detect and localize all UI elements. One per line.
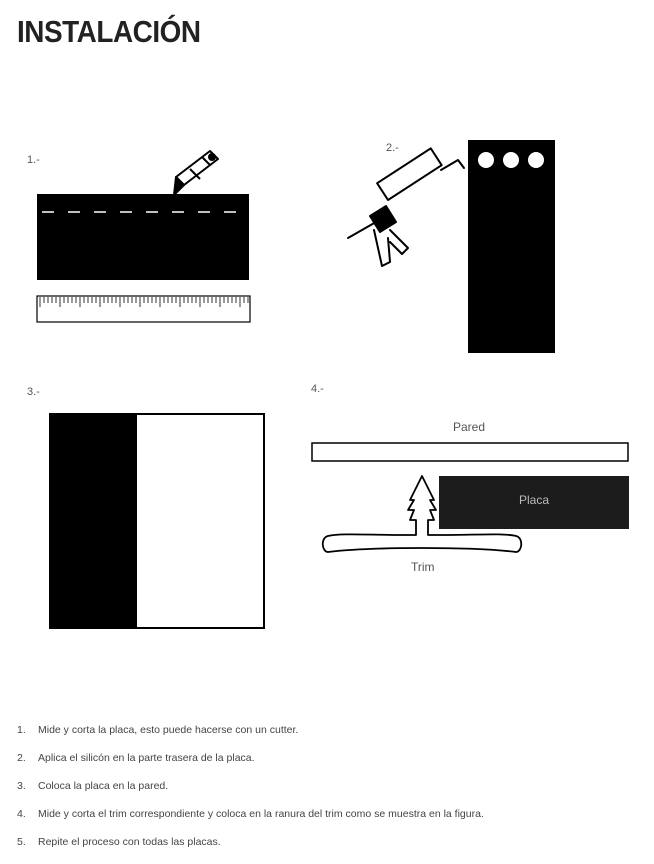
panel-with-silicone bbox=[468, 140, 555, 353]
figure-1 bbox=[30, 140, 260, 330]
list-item: 5. Repite el proceso con todas las placas. bbox=[17, 836, 221, 848]
cutter-knife-icon bbox=[174, 151, 218, 195]
list-item: 4. Mide y corta el trim correspondiente y coloca en la ranura del trim como se muestra en la figura. bbox=[17, 808, 484, 820]
figure-3 bbox=[48, 412, 268, 630]
figure-2-number: 2.- bbox=[386, 142, 399, 154]
trim-label: Trim bbox=[411, 560, 435, 574]
figure-4 bbox=[310, 440, 635, 565]
figure-4-number: 4.- bbox=[311, 383, 324, 395]
wall-label: Pared bbox=[453, 420, 486, 434]
instruction-list bbox=[17, 724, 484, 864]
figure-1-number: 1.- bbox=[27, 154, 40, 166]
panel bbox=[37, 194, 249, 280]
panel-label: Placa bbox=[519, 493, 550, 507]
list-item: 1. Mide y corta la placa, esto puede hacerse con un cutter. bbox=[17, 724, 299, 736]
ruler-icon bbox=[37, 296, 250, 322]
page-title: INSTALACIÓN bbox=[17, 14, 201, 49]
wall bbox=[312, 443, 628, 461]
figure-2 bbox=[340, 138, 560, 358]
list-item: 2. Aplica el silicón en la parte trasera de la placa. bbox=[17, 752, 255, 764]
panel-on-wall bbox=[50, 414, 137, 628]
list-item: 3. Coloca la placa en la pared. bbox=[17, 780, 169, 792]
caulk-gun-icon bbox=[348, 148, 464, 266]
figure-3-number: 3.- bbox=[27, 386, 40, 398]
